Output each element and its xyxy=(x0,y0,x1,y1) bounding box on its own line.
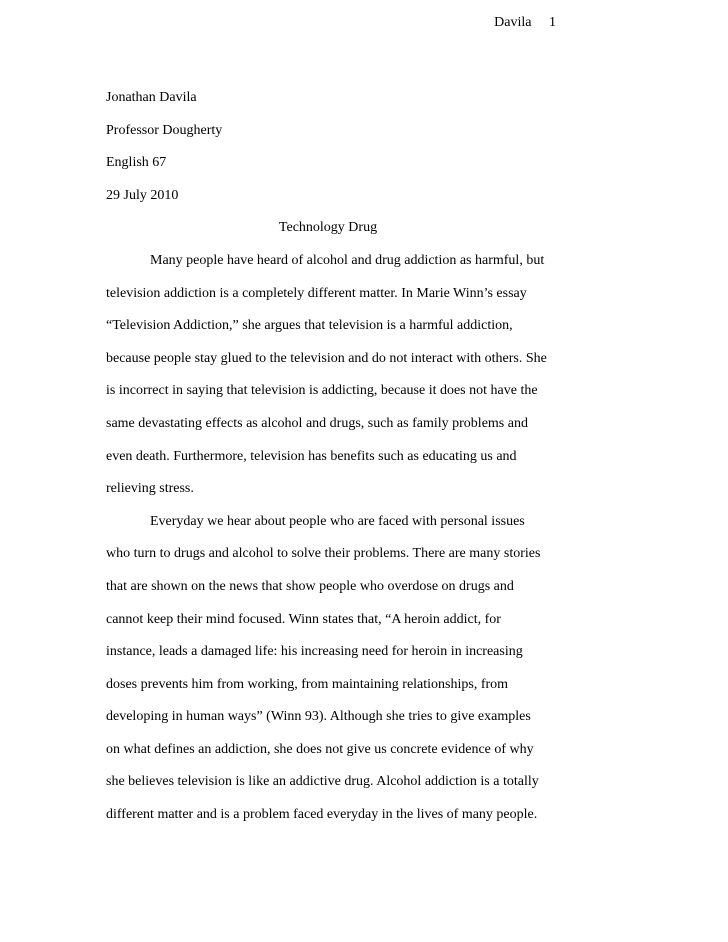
text-line: instance, leads a damaged life: his increasing need for heroin in increasing xyxy=(106,644,523,660)
text-line: that are shown on the news that show people who overdose on drugs and xyxy=(106,578,514,594)
essay-date: 29 July 2010 xyxy=(106,187,179,203)
header-surname: Davila xyxy=(494,15,532,30)
text-line: who turn to drugs and alcohol to solve their problems. There are many stories xyxy=(106,546,541,562)
text-line: “Television Addiction,” she argues that television is a harmful addiction, xyxy=(106,318,513,334)
text-line: she believes television is like an addictive drug. Alcohol addiction is a totally xyxy=(106,774,539,790)
text-line: different matter and is a problem faced everyday in the lives of many people. xyxy=(106,807,538,823)
document-body xyxy=(106,82,562,832)
text-line: even death. Furthermore, television has benefits such as educating us and xyxy=(106,448,517,464)
student-name: Jonathan Davila xyxy=(106,90,197,105)
text-line: cannot keep their mind focused. Winn states that, “A heroin addict, for xyxy=(106,611,501,627)
paragraph-1 xyxy=(106,245,562,506)
header-page-number: 1 xyxy=(549,15,556,30)
text-line: television addiction is a completely different matter. In Marie Winn’s essay xyxy=(106,285,527,301)
essay-title: Technology Drug xyxy=(278,220,378,236)
text-line: on what defines an addiction, she does not give us concrete evidence of why xyxy=(106,741,534,757)
text-line: Everyday we hear about people who are faced with personal issues xyxy=(150,513,525,529)
text-line: developing in human ways” (Winn 93). Although she tries to give examples xyxy=(106,709,531,725)
course-name: English 67 xyxy=(106,155,167,171)
running-header xyxy=(494,12,556,34)
professor-name: Professor Dougherty xyxy=(106,122,223,138)
paragraph-2 xyxy=(106,506,562,832)
text-line: same devastating effects as alcohol and drugs, such as family problems and xyxy=(106,415,528,431)
text-line: doses prevents him from working, from maintaining relationships, from xyxy=(106,676,509,692)
text-line: because people stay glued to the television and do not interact with others. She xyxy=(106,350,547,366)
text-line: Many people have heard of alcohol and drug addiction as harmful, but xyxy=(150,252,545,268)
text-line: relieving stress. xyxy=(106,481,194,497)
text-line: is incorrect in saying that television is addicting, because it does not have the xyxy=(106,383,538,399)
